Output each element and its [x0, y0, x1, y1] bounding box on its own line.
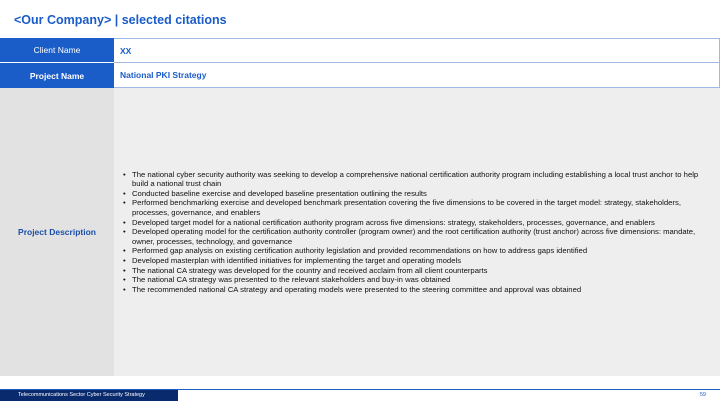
list-item: • Performed benchmarking exercise and developed benchmark presentation covering the five dimensions to be covered in the target model: strategy, stakeholders, processes, governance, and enablers	[123, 198, 702, 217]
project-name-value: National PKI Strategy	[114, 63, 720, 88]
project-row	[0, 63, 720, 88]
description-list	[123, 170, 702, 295]
citation-table	[0, 38, 720, 376]
list-item: • Performed gap analysis on existing certification authority legislation and provided recommendations on how to address gaps identified	[123, 246, 702, 256]
client-row	[0, 38, 720, 63]
page-title: <Our Company> | selected citations	[14, 13, 227, 27]
footer-label: Telecommunications Sector Cyber Security Strategy	[0, 390, 178, 401]
list-item: • The national CA strategy was presented to the relevant stakeholders and buy-in was obtained	[123, 275, 702, 285]
project-description-label: Project Description	[0, 88, 114, 376]
list-item: • The national cyber security authority was seeking to develop a comprehensive national certification authority program including establishing a local trust anchor to help build a national trust chain	[123, 170, 702, 189]
list-item: • Conducted baseline exercise and developed baseline presentation outlining the results	[123, 189, 702, 199]
list-item: • Developed target model for a national certification authority program across five dimensions: strategy, stakeholders, processes, governance, and enablers	[123, 218, 702, 228]
project-description-value	[114, 88, 720, 376]
project-name-label: Project Name	[0, 63, 114, 88]
list-item: • Developed operating model for the certification authority controller (program owner) and the root certification authority (trust anchor) across five dimensions: mandate, owner, processes, technology, and governance	[123, 227, 702, 246]
list-item: • The national CA strategy was developed for the country and received acclaim from all client counterparts	[123, 266, 702, 276]
page-number: 59	[699, 392, 706, 398]
client-name-label: Client Name	[0, 38, 114, 63]
description-row	[0, 88, 720, 376]
list-item: • Developed masterplan with identified initiatives for implementing the target and operating models	[123, 256, 702, 266]
list-item: • The recommended national CA strategy and operating models were presented to the steering committee and approval was obtained	[123, 285, 702, 295]
client-name-value: XX	[114, 38, 720, 63]
